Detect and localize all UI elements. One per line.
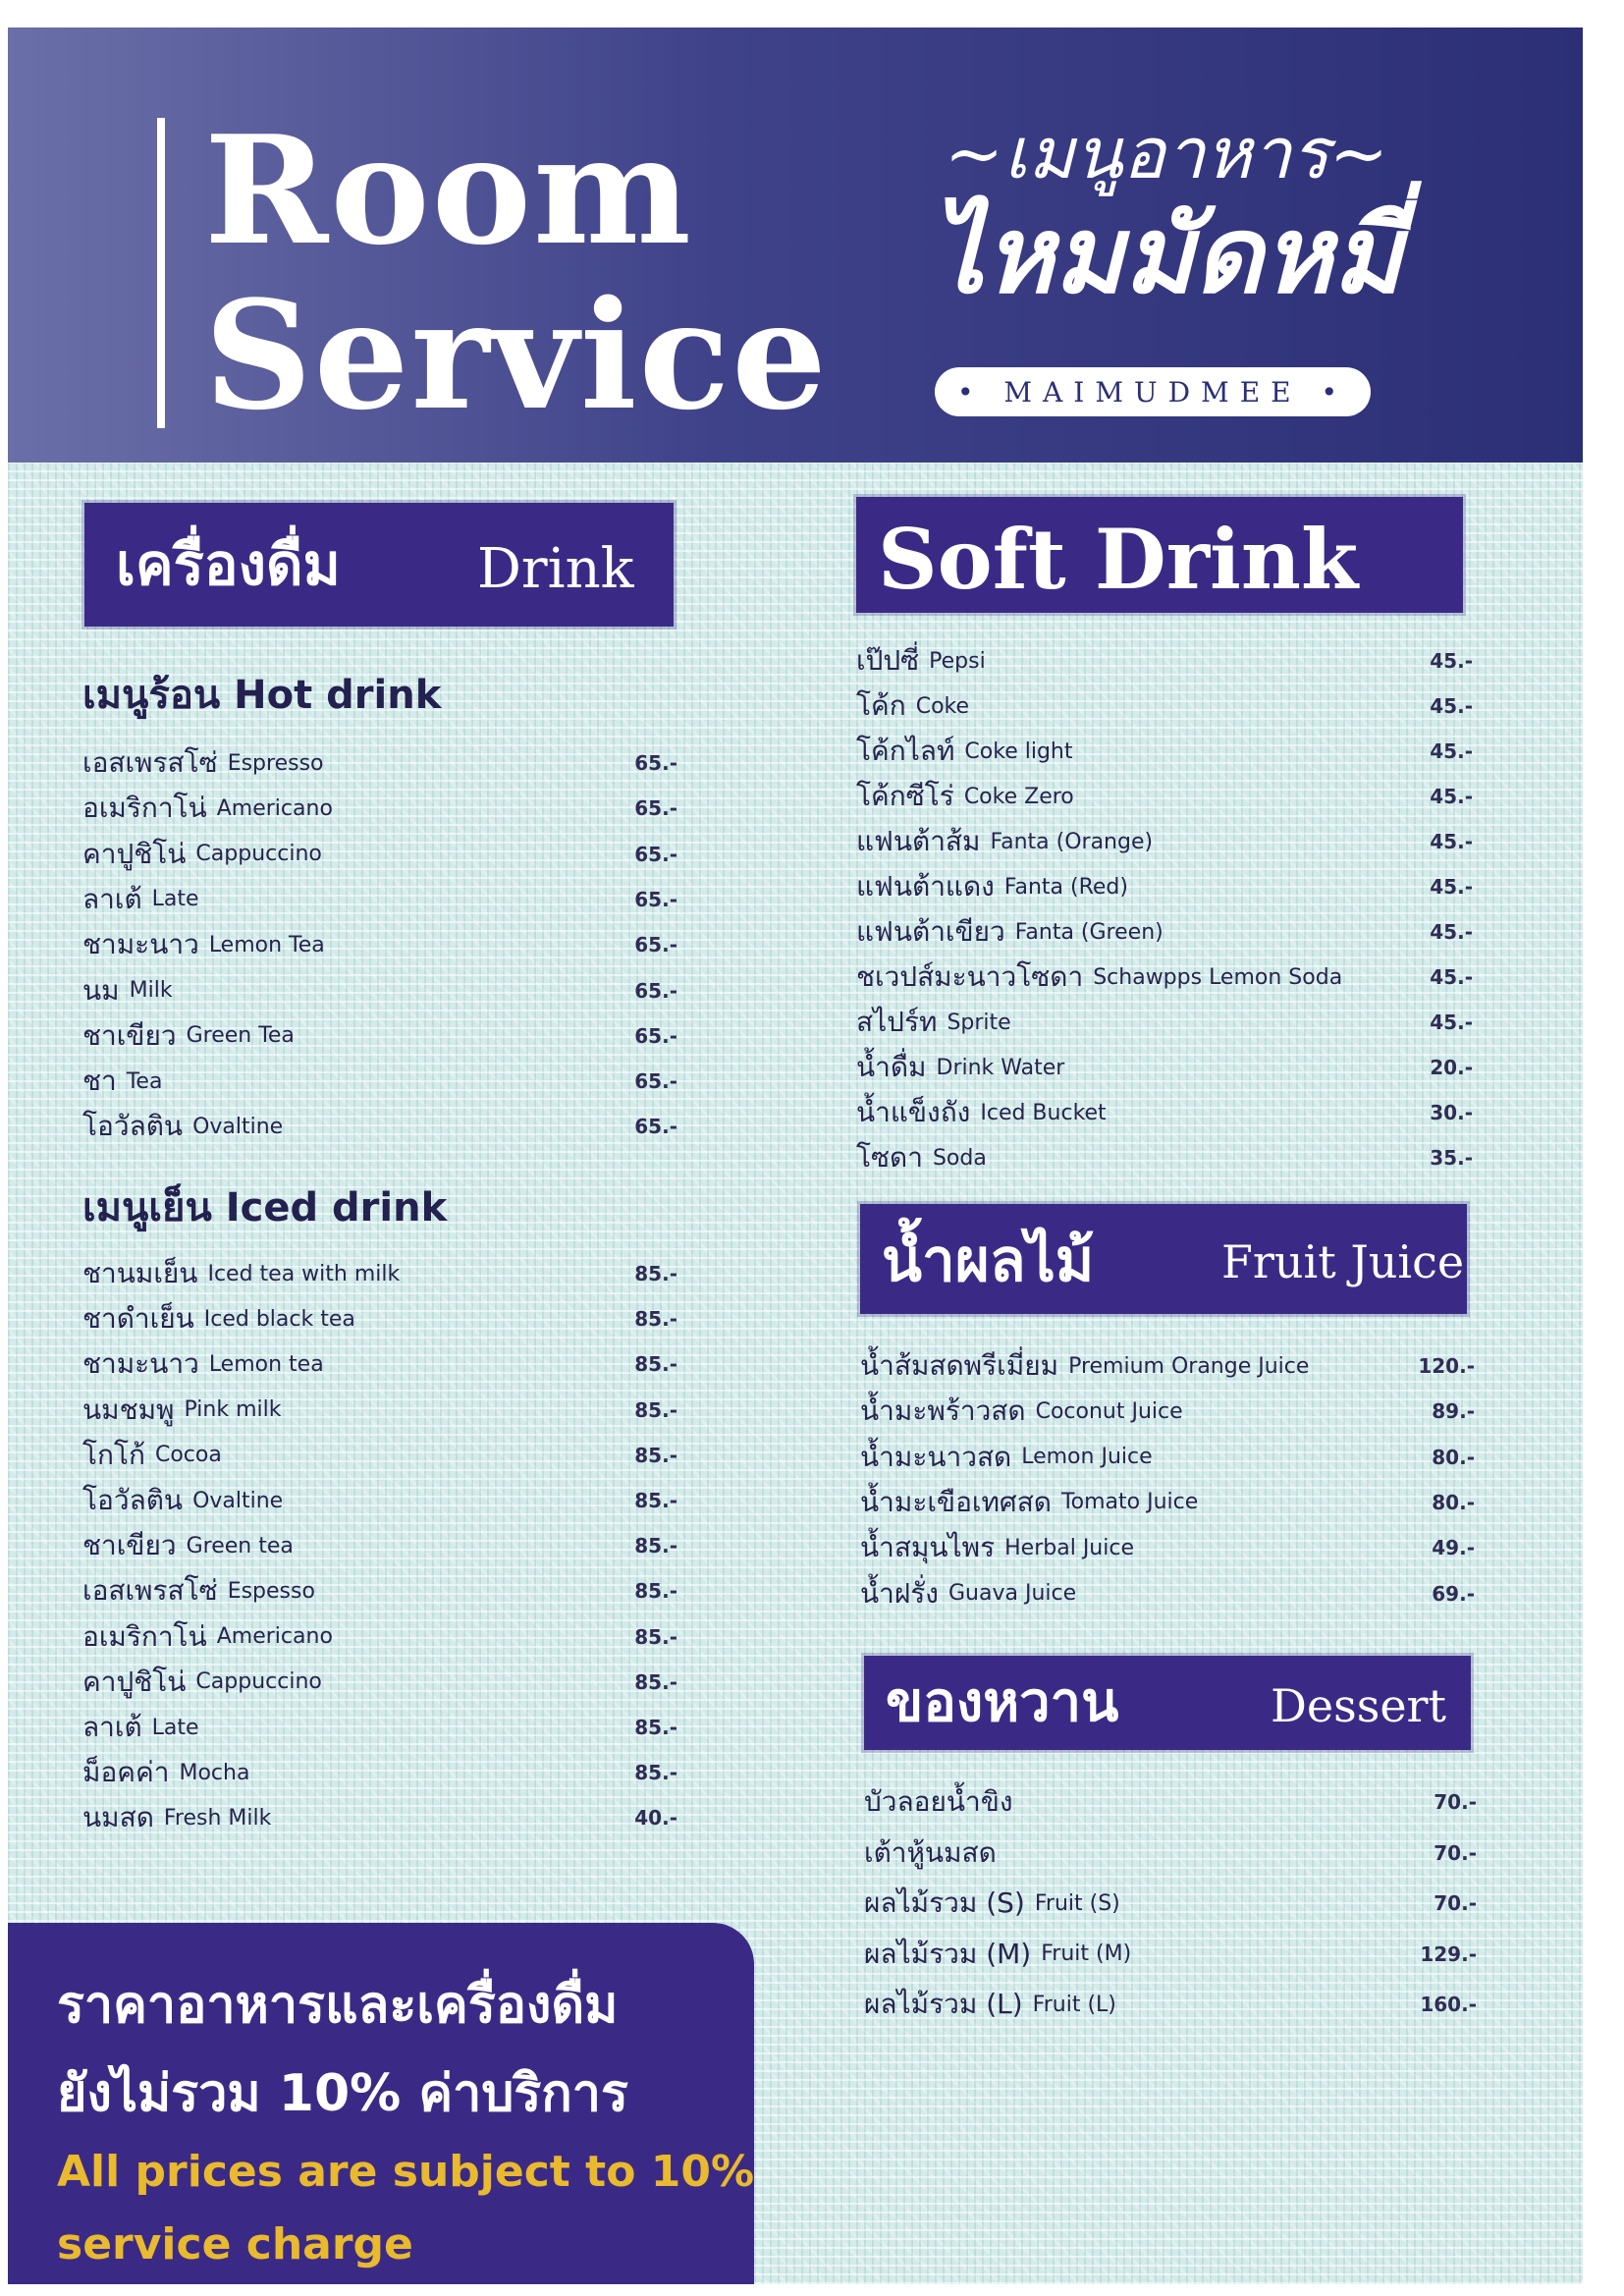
item-name-thai: โซดา: [856, 1141, 923, 1174]
item-name-english: Fruit (L): [1032, 1992, 1116, 2017]
menu-item: [82, 1391, 677, 1430]
menu-item: [860, 1392, 1475, 1431]
item-name-english: Premium Orange Juice: [1068, 1353, 1310, 1379]
item-price: 85.-: [634, 1669, 677, 1694]
menu-item: [82, 925, 677, 964]
item-name-english: Late: [151, 887, 199, 912]
menu-sheet: [8, 27, 1583, 2284]
item-price: 70.-: [1434, 1891, 1477, 1915]
menu-item: [864, 1935, 1477, 1974]
item-price: 65.-: [634, 796, 677, 821]
fruit-juice-section-header: [860, 1204, 1467, 1314]
menu-item: [856, 822, 1473, 861]
item-name-thai: น้ำฝรั่ง: [860, 1576, 939, 1610]
item-name-thai: เป๊ปซี่: [856, 644, 920, 677]
menu-item: [856, 641, 1473, 681]
menu-item: [82, 1016, 677, 1056]
item-name-english: Herbal Juice: [1004, 1535, 1134, 1560]
item-price: 65.-: [634, 887, 677, 911]
item-price: 69.-: [1432, 1581, 1475, 1606]
item-price: 45.-: [1430, 739, 1473, 763]
item-name-english: Fresh Milk: [163, 1805, 272, 1831]
item-price: 85.-: [634, 1489, 677, 1512]
item-price: 89.-: [1432, 1399, 1475, 1424]
soft-drink-section-header: [856, 497, 1463, 613]
item-name-english: Sprite: [947, 1010, 1011, 1035]
dessert-title-english: Dessert: [1271, 1679, 1447, 1732]
item-name-thai: แฟนต้าเขียว: [856, 915, 1005, 948]
item-price: 85.-: [634, 1352, 677, 1377]
note-thai-line-2: ยังไม่รวม 10% ค่าบริการ: [57, 2064, 628, 2123]
item-name-english: Fanta (Green): [1014, 919, 1164, 945]
menu-item: [864, 1884, 1477, 1923]
item-name-thai: แฟนต้าแดง: [856, 870, 995, 902]
menu-item: [82, 1753, 677, 1792]
item-name-english: Guava Juice: [947, 1581, 1077, 1606]
item-name-english: Green Tea: [186, 1023, 295, 1049]
item-price: 45.-: [1430, 1011, 1473, 1034]
menu-item: [864, 1782, 1477, 1822]
drink-section-header: [84, 503, 674, 627]
item-name-thai: ชามะนาว: [82, 928, 199, 961]
menu-item: [856, 912, 1473, 952]
item-price: 85.-: [634, 1716, 677, 1739]
item-price: 65.-: [634, 1023, 677, 1048]
item-name-thai: น้ำมะเขือเทศสด: [860, 1485, 1052, 1518]
item-name-english: Green tea: [186, 1533, 294, 1558]
menu-item: [82, 1107, 677, 1146]
item-name-english: Cappuccino: [195, 1669, 322, 1695]
menu-item: [82, 1344, 677, 1384]
item-name-thai: น้ำมะพร้าวสด: [860, 1394, 1026, 1428]
item-name-thai: โอวัลติน: [82, 1484, 184, 1516]
item-name-english: Ovaltine: [192, 1488, 284, 1513]
item-price: 70.-: [1434, 1790, 1477, 1814]
menu-item: [860, 1346, 1475, 1386]
item-name-english: Fruit (S): [1034, 1890, 1120, 1916]
item-price: 129.-: [1420, 1941, 1477, 1966]
item-price: 45.-: [1430, 965, 1473, 989]
item-name-thai: คาปูชิโน่: [82, 1665, 187, 1698]
menu-item: [82, 1481, 677, 1520]
title-service: Service: [204, 267, 829, 443]
item-name-thai: อเมริกาโน่: [82, 792, 207, 825]
item-name-thai: ลาเต้: [82, 882, 142, 915]
item-price: 45.-: [1430, 920, 1473, 944]
item-name-thai: น้ำสมุนไพร: [860, 1531, 996, 1564]
item-name-thai: น้ำมะนาวสด: [860, 1440, 1012, 1473]
item-name-english: Lemon Tea: [208, 932, 325, 957]
item-name-english: Americano: [216, 1624, 333, 1650]
item-price: 65.-: [634, 751, 677, 775]
item-name-thai: นมสด: [82, 1801, 154, 1834]
item-name-english: Cocoa: [154, 1443, 222, 1468]
item-name-english: Coconut Juice: [1035, 1398, 1183, 1424]
item-price: 45.-: [1430, 830, 1473, 853]
item-price: 45.-: [1430, 785, 1473, 808]
menu-item: [856, 1138, 1473, 1177]
fruit-juice-title-thai: น้ำผลไม้: [882, 1227, 1095, 1295]
drink-title-thai: เครื่องดื่ม: [116, 531, 341, 598]
menu-item: [82, 1663, 677, 1702]
item-name-english: Ovaltine: [192, 1114, 284, 1139]
item-name-thai: ชานมเย็น: [82, 1257, 198, 1289]
item-price: 85.-: [634, 1262, 677, 1285]
item-name-english: Coke: [915, 693, 970, 719]
item-name-english: Cappuccino: [195, 842, 322, 867]
menu-header: [8, 27, 1583, 463]
menu-item: [856, 957, 1473, 997]
menu-item: [82, 1062, 677, 1101]
item-name-english: Schawpps Lemon Soda: [1093, 964, 1343, 990]
item-name-thai: โค้กซีโร่: [856, 780, 954, 812]
item-name-thai: ชเวปส์มะนาวโซดา: [856, 960, 1084, 993]
note-thai-line-1: ราคาอาหารและเครื่องดื่ม: [57, 1976, 619, 2035]
item-price: 85.-: [634, 1443, 677, 1467]
menu-item: [864, 1985, 1477, 2024]
item-name-thai: โค้กไลท์: [856, 735, 955, 767]
menu-item: [860, 1528, 1475, 1567]
item-name-thai: น้ำส้มสดพรีเมี่ยม: [860, 1349, 1059, 1382]
item-name-thai: โค้ก: [856, 689, 906, 722]
soft-drink-title: Soft Drink: [878, 511, 1359, 608]
menu-item: [856, 1003, 1473, 1042]
menu-item: [864, 1833, 1477, 1873]
item-name-thai: ชาเขียว: [82, 1018, 177, 1052]
item-name-english: Pepsi: [929, 648, 986, 674]
item-name-english: Soda: [932, 1145, 987, 1171]
item-price: 45.-: [1430, 649, 1473, 673]
menu-item: [860, 1574, 1475, 1613]
item-price: 85.-: [634, 1534, 677, 1558]
dessert-title-thai: ของหวาน: [886, 1670, 1119, 1734]
item-name-thai: เอสเพรสโซ่: [82, 746, 218, 779]
note-english-line-1: All prices are subject to 10%: [57, 2147, 755, 2197]
item-name-thai: คาปูชิโน่: [82, 837, 187, 870]
menu-item: [82, 1798, 677, 1837]
menu-item: [856, 1048, 1473, 1087]
item-name-english: Tomato Juice: [1060, 1490, 1199, 1515]
menu-item: [82, 1436, 677, 1475]
item-price: 20.-: [1430, 1056, 1473, 1079]
menu-item: [82, 835, 677, 874]
title-accent-bar: [157, 118, 165, 428]
item-name-english: Iced black tea: [203, 1306, 355, 1332]
item-price: 120.-: [1418, 1354, 1475, 1378]
item-name-english: Tea: [126, 1068, 163, 1094]
item-price: 85.-: [634, 1307, 677, 1332]
item-name-english: Fanta (Red): [1003, 874, 1128, 900]
item-name-english: Coke light: [964, 738, 1073, 764]
thai-brand-logo: ไหมมัดหมี่: [930, 193, 1403, 317]
menu-item: [82, 1526, 677, 1565]
dessert-section-header: [864, 1656, 1471, 1750]
item-price: 35.-: [1430, 1146, 1473, 1170]
item-name-english: Lemon tea: [208, 1351, 324, 1377]
menu-item: [856, 686, 1473, 726]
item-name-thai: เต้าหู้นมสด: [864, 1835, 997, 1869]
item-name-thai: น้ำดื่ม: [856, 1051, 927, 1083]
item-name-thai: โอวัลติน: [82, 1110, 184, 1143]
menu-item: [82, 1617, 677, 1657]
iced-drink-title: เมนูเย็น Iced drink: [82, 1185, 448, 1230]
item-price: 70.-: [1434, 1840, 1477, 1865]
drink-title-english: Drink: [477, 537, 634, 601]
item-price: 45.-: [1430, 694, 1473, 718]
menu-item: [856, 1093, 1473, 1132]
item-price: 85.-: [634, 1624, 677, 1649]
item-price: 80.-: [1432, 1490, 1475, 1514]
menu-item: [82, 1708, 677, 1747]
item-name-english: Fanta (Orange): [990, 829, 1154, 854]
menu-item: [860, 1483, 1475, 1522]
item-name-thai: เอสเพรสโซ่: [82, 1574, 218, 1608]
item-name-english: Iced Bucket: [980, 1100, 1107, 1125]
item-price: 65.-: [634, 1069, 677, 1094]
item-name-english: Drink Water: [936, 1055, 1065, 1080]
item-name-thai: น้ำแข็งถัง: [856, 1096, 971, 1128]
fruit-juice-title-english: Fruit Juice: [1221, 1235, 1465, 1288]
item-name-thai: นม: [82, 973, 120, 1007]
service-charge-note: [8, 1923, 754, 2284]
item-name-english: Fruit (M): [1041, 1941, 1132, 1966]
item-name-thai: บัวลอยน้ำขิง: [864, 1785, 1013, 1818]
item-name-english: Pink milk: [184, 1397, 282, 1423]
item-price: 45.-: [1430, 875, 1473, 899]
item-name-thai: ชา: [82, 1065, 117, 1098]
item-name-english: Iced tea with milk: [207, 1261, 401, 1286]
item-price: 65.-: [634, 842, 677, 866]
menu-item: [856, 732, 1473, 771]
item-name-thai: แฟนต้าส้ม: [856, 825, 981, 857]
item-price: 40.-: [634, 1806, 677, 1831]
menu-item: [856, 867, 1473, 906]
item-price: 49.-: [1432, 1536, 1475, 1560]
note-english-line-2: service charge: [57, 2219, 413, 2269]
brand-name-pill: • MAIMUDMEE •: [935, 367, 1371, 416]
item-name-thai: ลาเต้: [82, 1711, 142, 1743]
item-name-english: Americano: [216, 795, 333, 821]
item-name-thai: ผลไม้รวม (L): [864, 1988, 1023, 2020]
item-price: 30.-: [1430, 1101, 1473, 1124]
menu-item: [82, 1254, 677, 1293]
item-name-thai: ผลไม้รวม (S): [864, 1886, 1025, 1919]
menu-item: [82, 789, 677, 828]
item-price: 65.-: [634, 933, 677, 957]
item-name-english: Coke Zero: [963, 784, 1074, 809]
item-name-thai: นมชมพู: [82, 1393, 175, 1426]
item-name-thai: ชาดำเย็น: [82, 1302, 194, 1336]
menu-item: [82, 971, 677, 1011]
item-price: 85.-: [634, 1397, 677, 1422]
item-name-thai: ชาเขียว: [82, 1529, 177, 1562]
item-price: 160.-: [1420, 1993, 1477, 2016]
menu-item: [82, 1299, 677, 1339]
menu-item: [82, 880, 677, 919]
menu-item: [860, 1438, 1475, 1477]
item-price: 65.-: [634, 978, 677, 1003]
item-price: 85.-: [634, 1579, 677, 1604]
item-name-english: Mocha: [179, 1760, 250, 1785]
item-name-thai: ชามะนาว: [82, 1347, 199, 1381]
item-price: 80.-: [1432, 1445, 1475, 1469]
item-name-english: Espesso: [227, 1578, 315, 1604]
item-name-thai: โกโก้: [82, 1438, 145, 1471]
hot-drink-title: เมนูร้อน Hot drink: [82, 673, 442, 718]
menu-item: [82, 743, 677, 783]
title-room: Room: [204, 102, 693, 278]
menu-item: [856, 777, 1473, 816]
thai-menu-title: ~เมนูอาหาร~: [944, 112, 1389, 194]
item-name-thai: สไปร์ท: [856, 1006, 938, 1038]
item-name-english: Espresso: [227, 750, 324, 776]
item-name-thai: ม็อคค่า: [82, 1756, 170, 1789]
item-name-english: Late: [151, 1715, 199, 1740]
item-price: 65.-: [634, 1115, 677, 1139]
item-name-thai: ผลไม้รวม (M): [864, 1937, 1032, 1970]
item-name-thai: อเมริกาโน่: [82, 1619, 207, 1653]
menu-item: [82, 1571, 677, 1611]
item-price: 85.-: [634, 1761, 677, 1785]
item-name-english: Lemon Juice: [1021, 1445, 1153, 1470]
item-name-english: Milk: [129, 978, 173, 1003]
